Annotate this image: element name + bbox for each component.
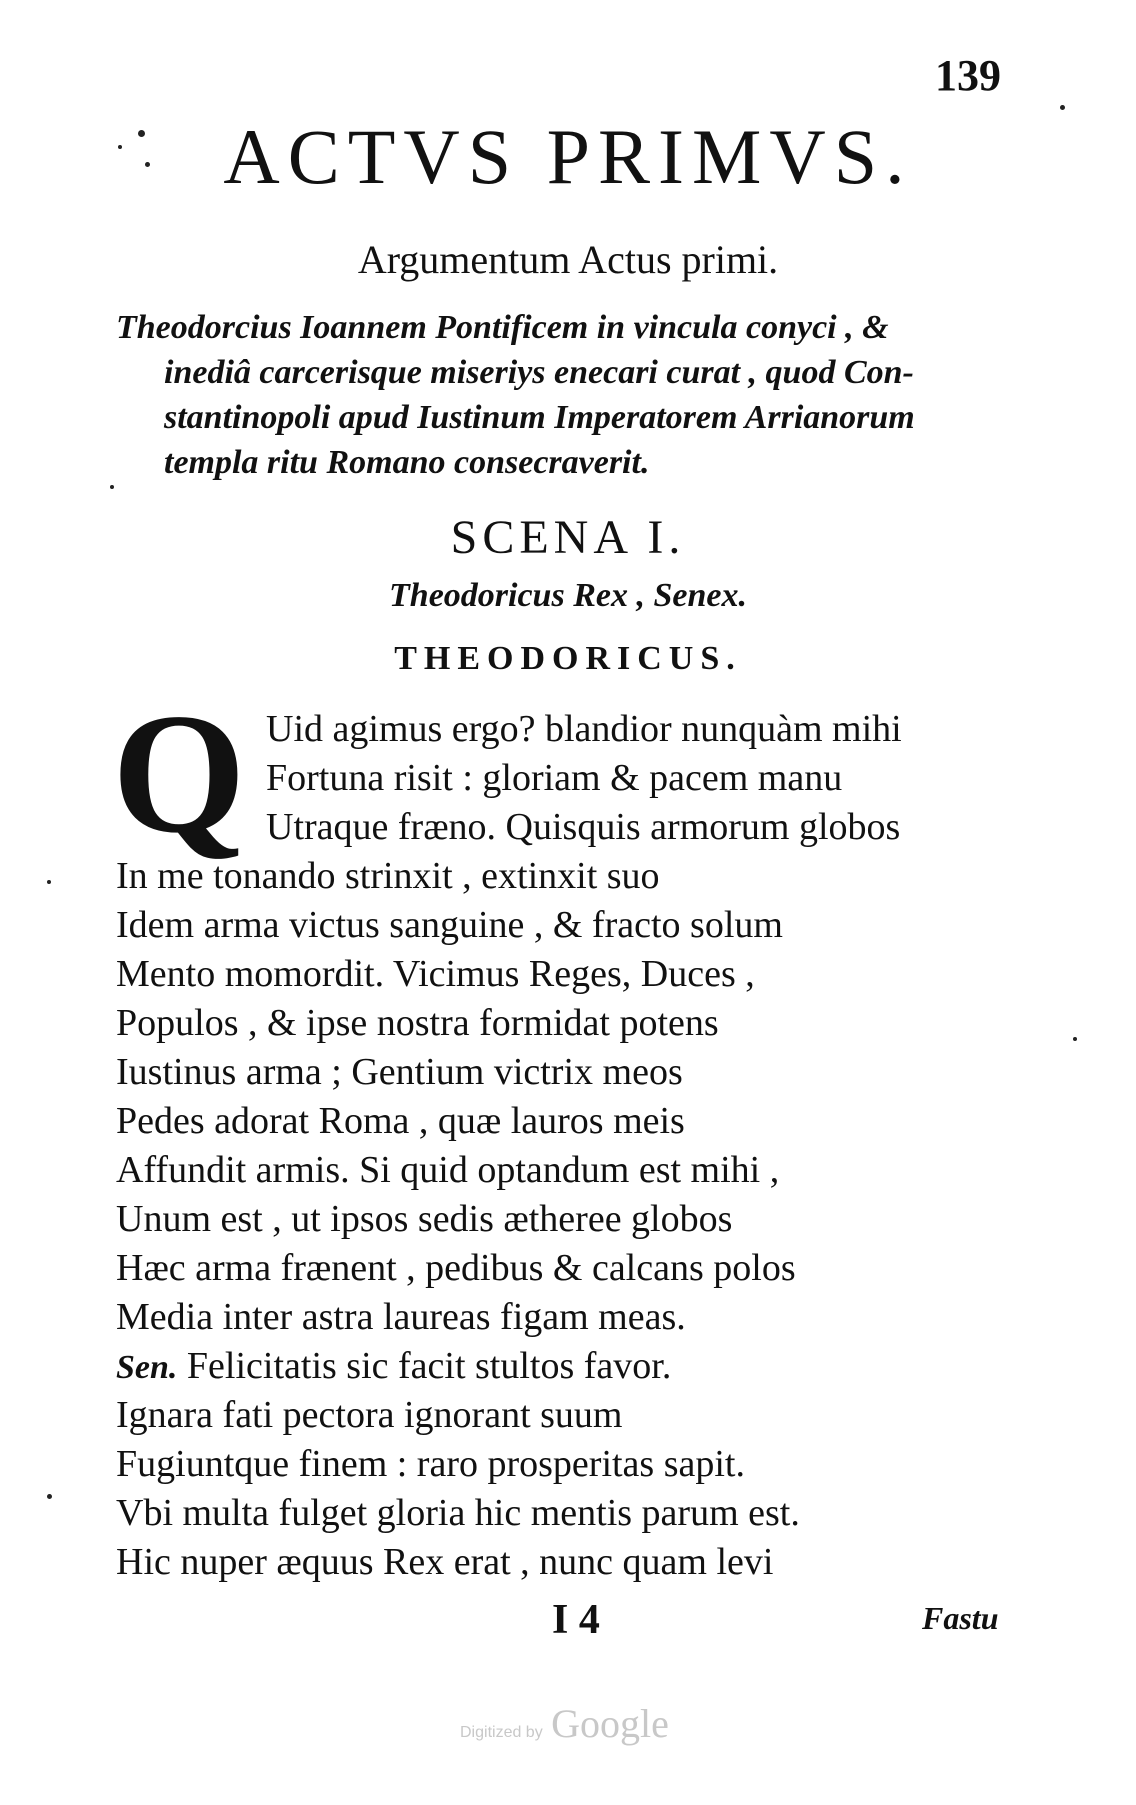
- act-title: ACTVS PRIMVS.: [223, 113, 913, 200]
- speaker-heading: THEODORICUS.: [394, 640, 742, 677]
- argument-title: Argumentum Actus primi.: [357, 237, 779, 282]
- scene-title: SCENA I.: [450, 511, 686, 564]
- verse-line: Iustinus arma ; Gentium victrix meos: [116, 1051, 683, 1093]
- argument-text: [116, 305, 1021, 485]
- argument-line: templa ritu Romano consecraverit.: [164, 444, 650, 481]
- verse-line: Pedes adorat Roma , quæ lauros meis: [116, 1100, 685, 1142]
- verse-line: Mento momordit. Vicimus Reges, Duces ,: [116, 953, 755, 995]
- verse-line-text: Felicitatis sic facit stultos favor.: [186, 1345, 672, 1387]
- verse-line: Ignara fati pectora ignorant suum: [116, 1394, 623, 1436]
- verse-line: Media inter astra laureas figam meas.: [116, 1296, 686, 1338]
- drop-cap: Q: [112, 679, 246, 869]
- ink-speck: [47, 880, 51, 884]
- ink-speck: [110, 485, 114, 489]
- google-logo: Google: [551, 1701, 669, 1746]
- verse-line: Vbi multa fulget gloria hic mentis parum est.: [116, 1492, 800, 1534]
- verse-line: Hæc arma frænent , pedibus & calcans polos: [116, 1247, 796, 1289]
- catchword: Fastu: [922, 1600, 999, 1636]
- speaker-label-senex: Sen.: [116, 1349, 178, 1386]
- ink-speck: [1073, 1037, 1077, 1041]
- verse-line: Idem arma victus sanguine , & fracto solum: [116, 904, 783, 946]
- verse-line: Populos , & ipse nostra formidat potens: [116, 1002, 719, 1044]
- signature-mark: I 4: [552, 1597, 600, 1643]
- digitization-watermark: [460, 1700, 669, 1747]
- argument-line: Theodorcius Ioannem Pontificem in vincula conyci , &: [116, 309, 889, 346]
- verse-line: [116, 1345, 671, 1389]
- verse-line: Unum est , ut ipsos sedis ætheree globos: [116, 1198, 733, 1240]
- verse-line: In me tonando strinxit , extinxit suo: [116, 855, 660, 897]
- verse-line: Fortuna risit : gloriam & pacem manu: [266, 757, 843, 799]
- verse-line: Affundit armis. Si quid optandum est mihi ,: [116, 1149, 780, 1191]
- verse-line: Fugiuntque finem : raro prosperitas sapit.: [116, 1443, 745, 1485]
- digitized-by-text: Digitized by: [460, 1724, 543, 1741]
- verse-line: Hic nuper æquus Rex erat , nunc quam levi: [116, 1541, 774, 1583]
- verse-line: Uid agimus ergo? blandior nunquàm mihi: [266, 708, 902, 750]
- argument-line: inediâ carcerisque miseriys enecari curat , quod Con-: [164, 354, 914, 391]
- ink-speck: [1060, 105, 1065, 110]
- verse-line: Utraque fræno. Quisquis armorum globos: [266, 806, 901, 848]
- ink-speck: [47, 1494, 52, 1499]
- page-number: 139: [935, 51, 1001, 100]
- dramatis-personae: Theodoricus Rex , Senex.: [389, 577, 747, 614]
- argument-line: stantinopoli apud Iustinum Imperatorem Arrianorum: [164, 399, 915, 436]
